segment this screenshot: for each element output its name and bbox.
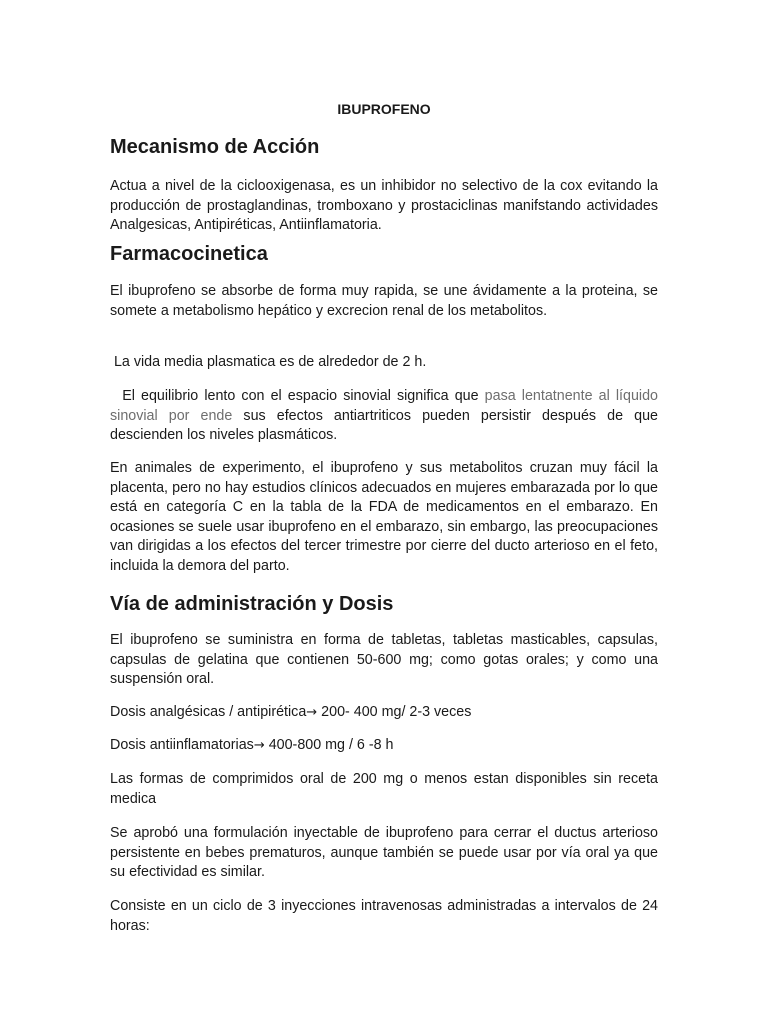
equilibrio-faded-text: pasa lentatnente al líquido sinovial por ende bbox=[110, 388, 658, 424]
dosis-analgesicas-value: 200- 400 mg/ 2-3 veces bbox=[317, 704, 472, 720]
dosis-analgesicas bbox=[110, 703, 658, 723]
paragraph-absorcion: El ibuprofeno se absorbe de forma muy rapida, se une ávidamente a la proteina, se somete a metabolismo hepático y excrecion renal de los metabolitos. bbox=[110, 283, 658, 319]
heading-farmacocinetica: Farmacocinetica bbox=[110, 243, 268, 265]
dosis-antiinflamatorias-label: Dosis antiinflamatorias bbox=[110, 737, 254, 753]
paragraph-equilibrio bbox=[110, 387, 658, 446]
paragraph-vida-media: La vida media plasmatica es de alrededor de 2 h. bbox=[110, 354, 427, 370]
dosis-antiinflamatorias bbox=[110, 736, 658, 756]
equilibrio-text-start: El equilibrio lento con el espacio sinovial significa que bbox=[110, 388, 485, 404]
paragraph-sin-receta: Las formas de comprimidos oral de 200 mg o menos estan disponibles sin receta medica bbox=[110, 771, 658, 807]
paragraph-embarazo: En animales de experimento, el ibuprofeno y sus metabolitos cruzan muy fácil la placenta, pero no hay estudios clínicos adecuados en mujeres embarazada por lo que está en categoría C en la tabla de la FDA de medicamentos en el embarazo. En ocasiones se suele usar ibuprofeno en el embarazo, sin embargo, las preocupaciones van dirigidas a los efectos del tercer trimestre por cierre del ducto arterioso en el feto, incluida la demora del parto. bbox=[110, 460, 658, 574]
dosis-analgesicas-label: Dosis analgésicas / antipirética bbox=[110, 704, 307, 720]
heading-mecanismo: Mecanismo de Acción bbox=[110, 136, 320, 158]
document-title: IBUPROFENO bbox=[337, 101, 431, 117]
arrow-right-icon: → bbox=[306, 705, 318, 720]
equilibrio-text-end: sus efectos antiartriticos pueden persistir después de que descienden los niveles plasmáticos. bbox=[110, 407, 658, 443]
paragraph-inyectable: Se aprobó una formulación inyectable de ibuprofeno para cerrar el ductus arterioso persistente en bebes prematuros, aunque también se puede usar por vía oral ya que su efectividad es similar. bbox=[110, 825, 658, 880]
arrow-right-icon: → bbox=[253, 738, 265, 753]
paragraph-mecanismo: Actua a nivel de la ciclooxigenasa, es un inhibidor no selectivo de la cox evitando la producción de prostaglandinas, tromboxano y prostaciclinas manifstando actividades Analgesicas, Antipiréticas, Antiinflamatoria. bbox=[110, 178, 658, 233]
paragraph-formas: El ibuprofeno se suministra en forma de tabletas, tabletas masticables, capsulas, capsulas de gelatina que contienen 50-600 mg; como gotas orales; y como una suspensión oral. bbox=[110, 632, 658, 687]
paragraph-ciclo-inyecciones: Consiste en un ciclo de 3 inyecciones intravenosas administradas a intervalos de 24 horas: bbox=[110, 898, 658, 934]
heading-via-administracion: Vía de administración y Dosis bbox=[110, 593, 394, 615]
dosis-antiinflamatorias-value: 400-800 mg / 6 -8 h bbox=[264, 737, 394, 753]
